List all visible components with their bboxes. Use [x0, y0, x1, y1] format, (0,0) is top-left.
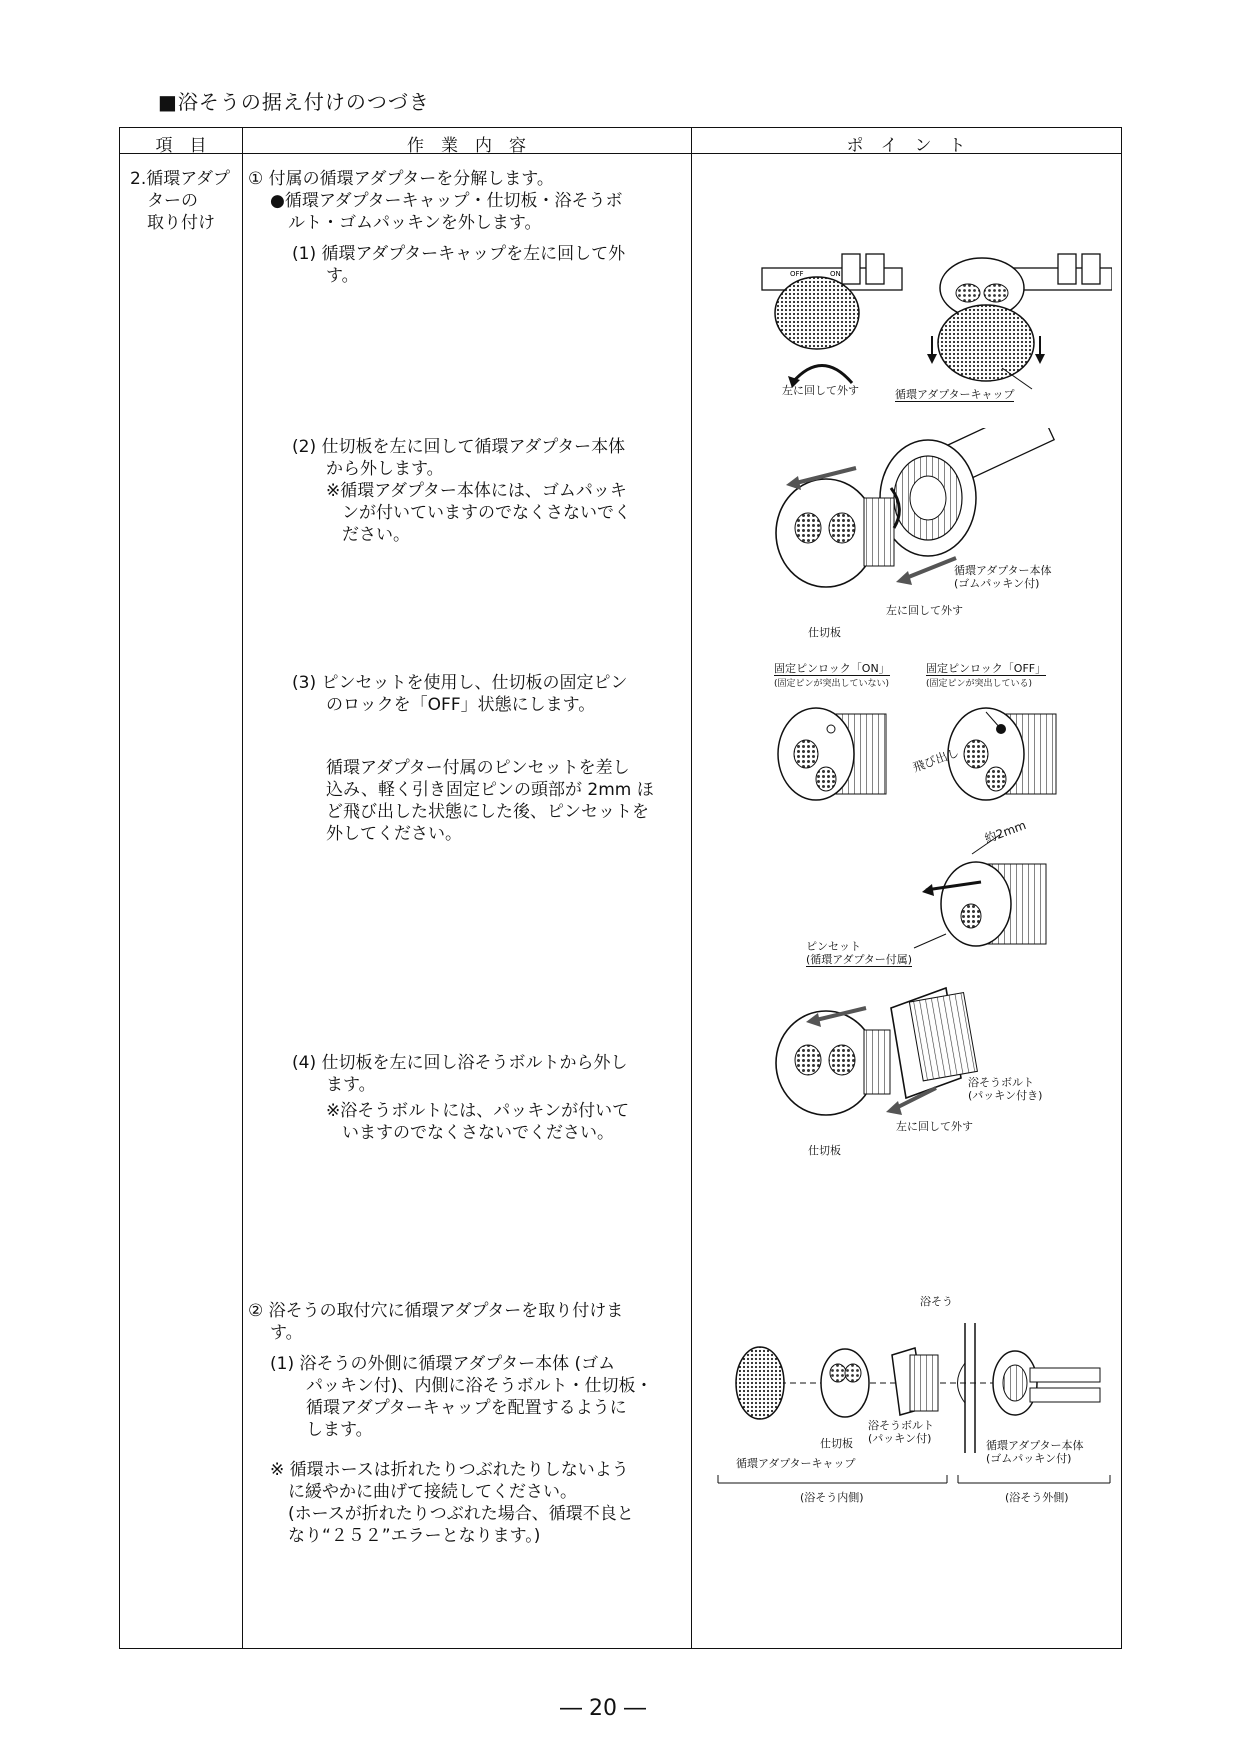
on-label: ON — [830, 270, 841, 278]
assembly-illustration — [710, 1293, 1120, 1503]
substep-text: ます。 — [326, 1075, 376, 1095]
step1-bullet: ●循環アダプターキャップ・仕切板・浴そうボ — [270, 191, 623, 211]
step2-title: す。 — [270, 1323, 303, 1343]
partition-plate-illustration — [746, 428, 1106, 598]
figure-remove-cap — [732, 248, 1112, 402]
figure-remove-plate — [746, 428, 1106, 639]
off-label: OFF — [790, 270, 804, 278]
pin-off-sub: (固定ピンが突出している) — [926, 679, 1033, 689]
adapter-cap-illustration — [732, 248, 1112, 398]
caption-line: 浴そうボルト — [868, 1419, 934, 1432]
outside-label: (浴そう外側) — [1005, 1491, 1069, 1504]
fig2-plate-caption: 仕切板 — [808, 626, 841, 639]
assembly-plate-caption: 仕切板 — [820, 1437, 853, 1450]
assembly-bolt-caption — [868, 1419, 934, 1445]
column-divider — [691, 128, 692, 1648]
substep-text: (4) 仕切板を左に回し浴そうボルトから外し — [292, 1053, 628, 1073]
header-work: 作 業 内 容 — [407, 136, 526, 156]
caption-line: (循環アダプター付属) — [806, 953, 913, 966]
item-cell — [130, 168, 230, 234]
substep-note: いますのでなくさないでください。 — [342, 1123, 614, 1143]
substep-text: します。 — [306, 1420, 373, 1440]
caution-note: に緩やかに曲げて接続してください。 — [288, 1482, 577, 1502]
pin-off-title: 固定ピンロック「OFF」 — [926, 662, 1047, 675]
fig4-turn-caption: 左に回して外す — [896, 1120, 973, 1133]
caution-note: (ホースが折れたりつぶれた場合、循環不良と — [288, 1504, 634, 1524]
step1-title: ① 付属の循環アダプターを分解します。 — [248, 169, 554, 189]
pin-pop-label: 飛び出し — [910, 745, 961, 775]
fig2-turn-caption: 左に回して外す — [886, 604, 963, 617]
substep-note: ださい。 — [342, 525, 410, 545]
fig1-left-caption: 左に回して外す — [782, 384, 859, 397]
substep-note: ンが付いていますのでなくさないでく — [342, 503, 631, 523]
substep-note: ※循環アダプター本体には、ゴムパッキ — [326, 481, 627, 501]
caption-line: (ゴムパッキン付) — [986, 1452, 1072, 1465]
inside-label: (浴そう内側) — [800, 1491, 864, 1504]
caption-line: (パッキン付) — [868, 1432, 932, 1445]
tub-bolt-illustration — [746, 968, 1106, 1128]
tweezer-caption — [806, 940, 912, 967]
substep-text: (1) 循環アダプターキャップを左に回して外 — [292, 244, 626, 264]
pin-on-sub: (固定ピンが突出していない) — [774, 679, 890, 689]
substep-note: 循環アダプター付属のピンセットを差し — [326, 758, 630, 778]
header-point: ポ イ ン ト — [846, 136, 966, 156]
caution-note: なり“２５２”エラーとなります。) — [288, 1526, 541, 1546]
caption-line: (パッキン付き) — [968, 1089, 1043, 1102]
pin-on-title: 固定ピンロック「ON」 — [774, 662, 890, 675]
step2-title: ② 浴そうの取付穴に循環アダプターを取り付けま — [248, 1301, 624, 1321]
figure-remove-bolt — [746, 968, 1106, 1157]
pin-mm-label: 約2mm — [982, 818, 1028, 846]
figure-assembly — [710, 1293, 1120, 1507]
column-divider — [242, 128, 243, 1648]
fig2-body-caption — [954, 564, 1051, 590]
substep-note: 込み、軽く引き固定ピンの頭部が 2mm ほ — [326, 780, 654, 800]
substep-note: ど飛び出した状態にした後、ピンセットを — [326, 802, 649, 822]
substep-text: パッキン付)、内側に浴そうボルト・仕切板・ — [306, 1376, 653, 1396]
substep-text: 循環アダプターキャップを配置するように — [306, 1398, 627, 1418]
substep-note: 外してください。 — [326, 824, 462, 844]
pin-lock-illustration — [746, 694, 1106, 954]
assembly-cap-caption: 循環アダプターキャップ — [736, 1457, 856, 1470]
assembly-body-caption — [986, 1439, 1083, 1465]
substep-text: (2) 仕切板を左に回して循環アダプター本体 — [292, 437, 626, 457]
item-line: 取り付け — [130, 213, 215, 233]
caption-line: 浴そうボルト — [968, 1076, 1034, 1089]
fig4-bolt-caption — [968, 1076, 1042, 1102]
substep-text: す。 — [326, 266, 359, 286]
page-number: ― 20 ― — [560, 1696, 646, 1721]
substep-text: から外します。 — [326, 459, 444, 479]
caution-note: ※ 循環ホースは折れたりつぶれたりしないよう — [270, 1460, 629, 1480]
caption-line: 循環アダプター本体 — [954, 564, 1052, 577]
fig1-right-caption: 循環アダプターキャップ — [895, 388, 1015, 401]
caption-line: (ゴムパッキン付) — [954, 577, 1040, 590]
step1-bullet: ルト・ゴムパッキンを外します。 — [288, 213, 542, 233]
caption-line: 循環アダプター本体 — [986, 1439, 1084, 1452]
tub-label: 浴そう — [920, 1295, 953, 1308]
item-line: ターの — [130, 191, 198, 211]
section-heading: ■浴そうの据え付けのつづき — [158, 90, 430, 114]
item-line: 2.循環アダプ — [130, 169, 231, 189]
substep-text: (3) ピンセットを使用し、仕切板の固定ピン — [292, 673, 628, 693]
fig4-plate-caption: 仕切板 — [808, 1144, 841, 1157]
instruction-table — [119, 127, 1122, 1649]
substep-text: のロックを「OFF」状態にします。 — [326, 695, 596, 715]
substep-text: (1) 浴そうの外側に循環アダプター本体 (ゴム — [270, 1354, 616, 1374]
header-item: 項 目 — [155, 136, 207, 156]
caption-line: ピンセット — [806, 940, 861, 953]
substep-note: ※浴そうボルトには、パッキンが付いて — [326, 1101, 630, 1121]
